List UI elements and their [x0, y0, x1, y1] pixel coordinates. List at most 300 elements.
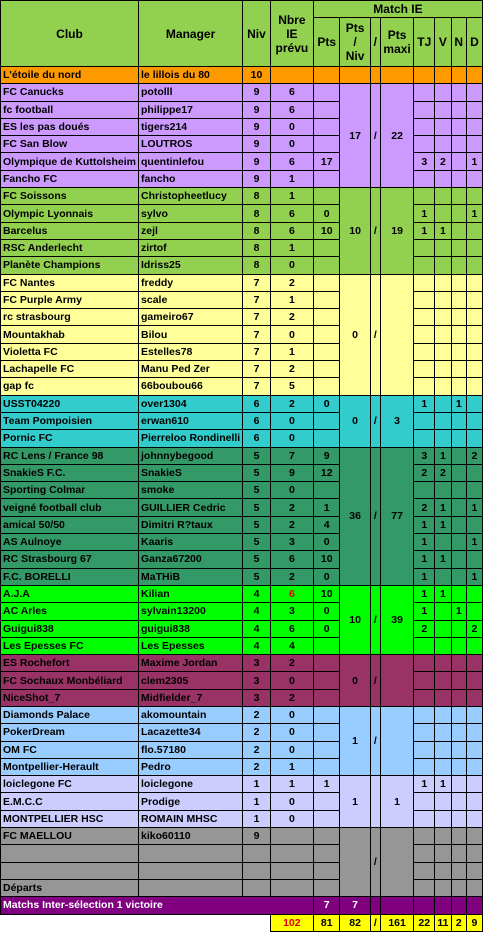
- pts: [313, 430, 340, 447]
- club-name: FC Purple Army: [1, 291, 139, 308]
- d-count: [466, 430, 482, 447]
- group-slash: /: [370, 274, 380, 395]
- total-n: 2: [451, 914, 466, 931]
- group-slash: [370, 67, 380, 84]
- tj-count: [414, 291, 435, 308]
- d-count: [466, 361, 482, 378]
- manager-name: LOUTROS: [139, 136, 243, 153]
- ie-planned: 1: [270, 776, 313, 793]
- pts: 12: [313, 464, 340, 481]
- pts: [313, 758, 340, 775]
- manager-name: GUILLIER Cedric: [139, 499, 243, 516]
- d-count: [466, 793, 482, 810]
- group-slash: /: [370, 585, 380, 654]
- tj-count: [414, 361, 435, 378]
- manager-name: MaTHiB: [139, 568, 243, 585]
- inter-empty-cell: [466, 897, 482, 914]
- tj-count: 2: [414, 499, 435, 516]
- ie-planned: [270, 879, 313, 896]
- header-pts: Pts: [313, 18, 340, 67]
- n-count: [451, 136, 466, 153]
- header-club: Club: [1, 1, 139, 67]
- manager-name: Manu Ped Zer: [139, 361, 243, 378]
- club-name: fc football: [1, 101, 139, 118]
- tj-count: [414, 482, 435, 499]
- tj-count: [414, 326, 435, 343]
- pts: [313, 828, 340, 845]
- level: 2: [243, 741, 271, 758]
- manager-name: loiclegone: [139, 776, 243, 793]
- v-count: [435, 101, 451, 118]
- manager-name: Kaaris: [139, 534, 243, 551]
- v-count: [435, 689, 451, 706]
- pts: 17: [313, 153, 340, 170]
- club-name: ES les pas doués: [1, 118, 139, 135]
- tj-count: [414, 758, 435, 775]
- level: 8: [243, 188, 271, 205]
- pts: [313, 862, 340, 879]
- level: 9: [243, 153, 271, 170]
- ie-planned: 6: [270, 222, 313, 239]
- club-name: F.C. BORELLI: [1, 568, 139, 585]
- club-name: Guigui838: [1, 620, 139, 637]
- level: 7: [243, 343, 271, 360]
- level: 8: [243, 222, 271, 239]
- club-name: FC Canucks: [1, 84, 139, 101]
- tj-count: 1: [414, 585, 435, 602]
- manager-name: SnakieS: [139, 464, 243, 481]
- ie-planned: 0: [270, 257, 313, 274]
- ie-planned: 6: [270, 585, 313, 602]
- n-count: 1: [451, 603, 466, 620]
- v-count: [435, 291, 451, 308]
- ie-planned: 9: [270, 464, 313, 481]
- group-slash: /: [370, 828, 380, 897]
- table-row: [1, 776, 483, 793]
- pts: [313, 689, 340, 706]
- inter-empty-cell: [370, 897, 380, 914]
- d-count: [466, 637, 482, 654]
- ie-planned: [270, 845, 313, 862]
- tj-count: 1: [414, 568, 435, 585]
- d-count: 2: [466, 620, 482, 637]
- tj-count: 1: [414, 534, 435, 551]
- club-name: Mountakhab: [1, 326, 139, 343]
- v-count: [435, 67, 451, 84]
- d-count: [466, 257, 482, 274]
- n-count: [451, 585, 466, 602]
- n-count: [451, 516, 466, 533]
- v-count: [435, 828, 451, 845]
- group-pts-niv: 10: [340, 585, 370, 654]
- v-count: 2: [435, 464, 451, 481]
- n-count: [451, 361, 466, 378]
- v-count: [435, 845, 451, 862]
- pts: 0: [313, 603, 340, 620]
- tj-count: [414, 309, 435, 326]
- v-count: 1: [435, 499, 451, 516]
- club-name: RC Lens / France 98: [1, 447, 139, 464]
- v-count: [435, 188, 451, 205]
- group-slash: /: [370, 706, 380, 775]
- tj-count: 1: [414, 205, 435, 222]
- pts: [313, 343, 340, 360]
- n-count: [451, 862, 466, 879]
- ie-planned: 1: [270, 170, 313, 187]
- ie-planned: 0: [270, 482, 313, 499]
- group-pts-niv: 36: [340, 447, 370, 585]
- d-count: [466, 67, 482, 84]
- tj-count: 3: [414, 153, 435, 170]
- n-count: 1: [451, 395, 466, 412]
- group-pts-maxi: 3: [380, 395, 413, 447]
- club-name: Pornic FC: [1, 430, 139, 447]
- club-name: Barcelus: [1, 222, 139, 239]
- pts: 0: [313, 620, 340, 637]
- d-count: [466, 378, 482, 395]
- n-count: [451, 568, 466, 585]
- pts: 1: [313, 776, 340, 793]
- pts: [313, 101, 340, 118]
- group-pts-niv: 1: [340, 776, 370, 828]
- level: 4: [243, 585, 271, 602]
- ie-planned: 0: [270, 326, 313, 343]
- pts: 0: [313, 395, 340, 412]
- d-count: [466, 585, 482, 602]
- ie-planned: 6: [270, 101, 313, 118]
- group-pts-niv: [340, 67, 370, 84]
- club-name: FC San Blow: [1, 136, 139, 153]
- club-name: SnakieS F.C.: [1, 464, 139, 481]
- manager-name: Dimitri R?taux: [139, 516, 243, 533]
- header-d: D: [466, 18, 482, 67]
- d-count: [466, 274, 482, 291]
- ie-planned: 1: [270, 343, 313, 360]
- club-name: OM FC: [1, 741, 139, 758]
- total-v: 11: [435, 914, 451, 931]
- tj-count: 1: [414, 516, 435, 533]
- manager-name: Ganza67200: [139, 551, 243, 568]
- club-name: MONTPELLIER HSC: [1, 810, 139, 827]
- v-count: [435, 395, 451, 412]
- v-count: [435, 326, 451, 343]
- tj-count: [414, 689, 435, 706]
- total-pts-niv: 82: [340, 914, 370, 931]
- level: 7: [243, 361, 271, 378]
- club-name: veigné football club: [1, 499, 139, 516]
- pts: 4: [313, 516, 340, 533]
- n-count: [451, 793, 466, 810]
- club-name: E.M.C.C: [1, 793, 139, 810]
- tj-count: [414, 637, 435, 654]
- tj-count: [414, 793, 435, 810]
- level: 7: [243, 309, 271, 326]
- n-count: [451, 430, 466, 447]
- v-count: 1: [435, 551, 451, 568]
- d-count: [466, 724, 482, 741]
- n-count: [451, 153, 466, 170]
- manager-name: 66boubou66: [139, 378, 243, 395]
- level: 1: [243, 776, 271, 793]
- level: 3: [243, 689, 271, 706]
- pts: [313, 482, 340, 499]
- n-count: [451, 101, 466, 118]
- table-row: [1, 655, 483, 672]
- table-row: [1, 67, 483, 84]
- table-row: [1, 447, 483, 464]
- club-name: L'étoile du nord: [1, 67, 139, 84]
- tj-count: [414, 810, 435, 827]
- level: 4: [243, 603, 271, 620]
- pts: [313, 724, 340, 741]
- club-name: FC MAELLOU: [1, 828, 139, 845]
- ie-planned: 2: [270, 516, 313, 533]
- d-count: [466, 118, 482, 135]
- header-pts-maxi: Pts maxi: [380, 18, 413, 67]
- group-slash: /: [370, 447, 380, 585]
- level: 6: [243, 412, 271, 429]
- n-count: [451, 776, 466, 793]
- v-count: [435, 603, 451, 620]
- tj-count: [414, 412, 435, 429]
- club-name: Montpellier-Herault: [1, 758, 139, 775]
- total-pts-maxi: 161: [380, 914, 413, 931]
- inter-empty-cell: [451, 897, 466, 914]
- tj-count: [414, 101, 435, 118]
- v-count: 1: [435, 222, 451, 239]
- pts: [313, 136, 340, 153]
- v-count: [435, 620, 451, 637]
- v-count: [435, 378, 451, 395]
- tj-count: [414, 672, 435, 689]
- table-row: [1, 274, 483, 291]
- level: 4: [243, 620, 271, 637]
- ie-planned: 0: [270, 136, 313, 153]
- tj-count: [414, 430, 435, 447]
- pts: [313, 810, 340, 827]
- v-count: [435, 793, 451, 810]
- n-count: [451, 67, 466, 84]
- ie-planned: [270, 67, 313, 84]
- level: 9: [243, 828, 271, 845]
- level: 9: [243, 84, 271, 101]
- club-name: RSC Anderlecht: [1, 239, 139, 256]
- totals-row: [1, 914, 483, 931]
- level: 10: [243, 67, 271, 84]
- ie-planned: 4: [270, 637, 313, 654]
- v-count: [435, 568, 451, 585]
- header-v: V: [435, 18, 451, 67]
- d-count: [466, 879, 482, 896]
- manager-name: le lillois du 80: [139, 67, 243, 84]
- manager-name: Pierreloo Rondinelli: [139, 430, 243, 447]
- d-count: 2: [466, 447, 482, 464]
- club-name: Lachapelle FC: [1, 361, 139, 378]
- v-count: [435, 84, 451, 101]
- header-nbre-ie: Nbre IE prévu: [270, 1, 313, 67]
- d-count: [466, 343, 482, 360]
- v-count: [435, 637, 451, 654]
- n-count: [451, 551, 466, 568]
- n-count: [451, 118, 466, 135]
- header-manager: Manager: [139, 1, 243, 67]
- d-count: [466, 412, 482, 429]
- tj-count: [414, 724, 435, 741]
- v-count: [435, 810, 451, 827]
- tj-count: 2: [414, 464, 435, 481]
- tj-count: [414, 257, 435, 274]
- club-name: FC Sochaux Monbéliard: [1, 672, 139, 689]
- pts: [313, 655, 340, 672]
- club-name: [1, 862, 139, 879]
- manager-name: Christopheetlucy: [139, 188, 243, 205]
- manager-name: Maxime Jordan: [139, 655, 243, 672]
- n-count: [451, 637, 466, 654]
- group-slash: /: [370, 188, 380, 274]
- club-name: RC Strasbourg 67: [1, 551, 139, 568]
- level: 8: [243, 239, 271, 256]
- n-count: [451, 689, 466, 706]
- club-name: Olympic Lyonnais: [1, 205, 139, 222]
- ie-planned: 2: [270, 274, 313, 291]
- manager-name: potolll: [139, 84, 243, 101]
- ie-planned: 6: [270, 620, 313, 637]
- n-count: [451, 534, 466, 551]
- ie-planned: [270, 828, 313, 845]
- v-count: [435, 343, 451, 360]
- manager-name: sylvo: [139, 205, 243, 222]
- d-count: [466, 482, 482, 499]
- level: 6: [243, 395, 271, 412]
- group-pts-maxi: [380, 67, 413, 84]
- pts: [313, 879, 340, 896]
- v-count: [435, 412, 451, 429]
- level: 7: [243, 326, 271, 343]
- n-count: [451, 724, 466, 741]
- ie-planned: 0: [270, 706, 313, 723]
- totals-spacer: [1, 914, 271, 931]
- n-count: [451, 810, 466, 827]
- manager-name: Estelles78: [139, 343, 243, 360]
- group-pts-niv: 17: [340, 84, 370, 188]
- level: 3: [243, 655, 271, 672]
- level: 9: [243, 170, 271, 187]
- level: 4: [243, 637, 271, 654]
- ie-planned: 3: [270, 603, 313, 620]
- group-pts-maxi: [380, 706, 413, 775]
- d-count: 1: [466, 499, 482, 516]
- n-count: [451, 309, 466, 326]
- ie-planned: 1: [270, 239, 313, 256]
- d-count: [466, 326, 482, 343]
- manager-name: zejl: [139, 222, 243, 239]
- level: 2: [243, 706, 271, 723]
- d-count: [466, 395, 482, 412]
- tj-count: [414, 828, 435, 845]
- club-name: AS Aulnoye: [1, 534, 139, 551]
- tj-count: 1: [414, 222, 435, 239]
- level: 5: [243, 568, 271, 585]
- v-count: [435, 430, 451, 447]
- n-count: [451, 84, 466, 101]
- group-slash: /: [370, 655, 380, 707]
- v-count: [435, 309, 451, 326]
- ie-planned: 0: [270, 118, 313, 135]
- d-count: [466, 603, 482, 620]
- ie-planned: 6: [270, 205, 313, 222]
- inter-pts: 7: [313, 897, 340, 914]
- ie-planned: 2: [270, 309, 313, 326]
- tj-count: [414, 741, 435, 758]
- header-n: N: [451, 18, 466, 67]
- manager-name: Les Epesses: [139, 637, 243, 654]
- table-row: [1, 828, 483, 845]
- group-pts-maxi: 77: [380, 447, 413, 585]
- level: 5: [243, 464, 271, 481]
- d-count: [466, 706, 482, 723]
- group-slash: /: [370, 395, 380, 447]
- level: 9: [243, 101, 271, 118]
- tj-count: [414, 118, 435, 135]
- pts: 0: [313, 205, 340, 222]
- pts: 9: [313, 447, 340, 464]
- d-count: [466, 188, 482, 205]
- v-count: [435, 136, 451, 153]
- club-name: Sporting Colmar: [1, 482, 139, 499]
- pts: [313, 67, 340, 84]
- v-count: [435, 758, 451, 775]
- manager-name: clem2305: [139, 672, 243, 689]
- pts: [313, 845, 340, 862]
- club-name: Planète Champions: [1, 257, 139, 274]
- n-count: [451, 706, 466, 723]
- level: 1: [243, 793, 271, 810]
- n-count: [451, 222, 466, 239]
- manager-name: [139, 862, 243, 879]
- n-count: [451, 188, 466, 205]
- pts: [313, 361, 340, 378]
- v-count: 1: [435, 585, 451, 602]
- v-count: [435, 482, 451, 499]
- ie-planned: 0: [270, 741, 313, 758]
- group-pts-niv: [340, 828, 370, 897]
- group-pts-maxi: 39: [380, 585, 413, 654]
- group-slash: /: [370, 84, 380, 188]
- manager-name: [139, 879, 243, 896]
- n-count: [451, 291, 466, 308]
- level: 1: [243, 810, 271, 827]
- d-count: [466, 758, 482, 775]
- level: 9: [243, 136, 271, 153]
- tj-count: 1: [414, 603, 435, 620]
- level: 9: [243, 118, 271, 135]
- d-count: [466, 222, 482, 239]
- group-pts-niv: 0: [340, 274, 370, 395]
- pts: [313, 257, 340, 274]
- level: 7: [243, 378, 271, 395]
- ie-planned: 1: [270, 758, 313, 775]
- manager-name: guigui838: [139, 620, 243, 637]
- header-niv: Niv: [243, 1, 271, 67]
- table-row: [1, 395, 483, 412]
- d-count: 1: [466, 534, 482, 551]
- club-name: FC Nantes: [1, 274, 139, 291]
- level: 5: [243, 482, 271, 499]
- manager-name: flo.57180: [139, 741, 243, 758]
- club-name: AC Arles: [1, 603, 139, 620]
- pts: [313, 239, 340, 256]
- d-count: 1: [466, 568, 482, 585]
